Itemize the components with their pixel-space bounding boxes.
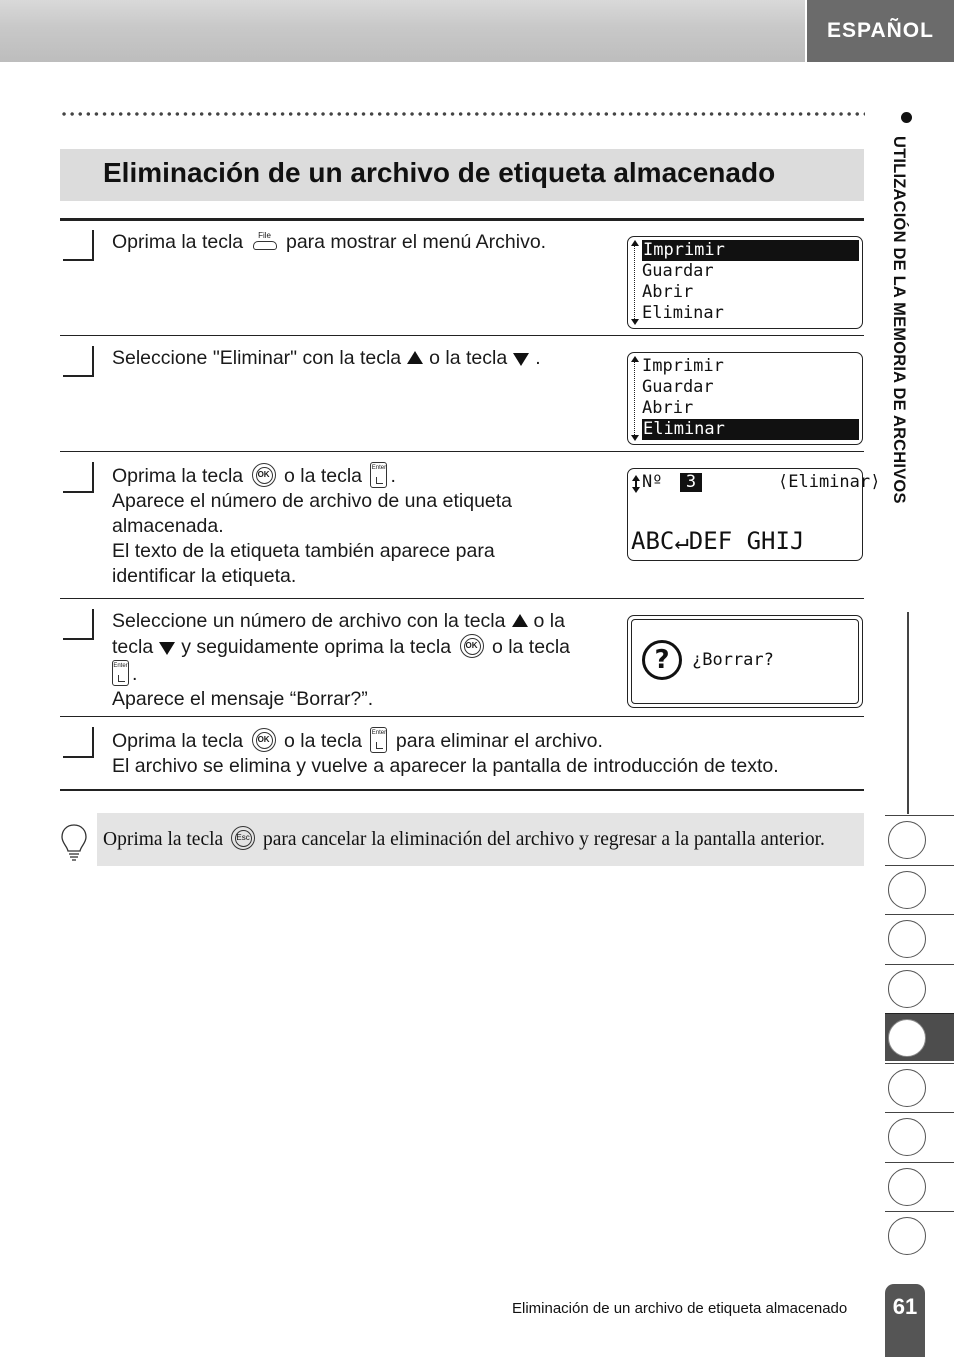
lcd-screen-file-menu [627, 236, 863, 329]
lcd-menu-item-selected: Eliminar [642, 419, 859, 440]
page-number: 61 [885, 1284, 925, 1357]
step-4 [60, 599, 864, 716]
lcd-screen-confirm-delete [627, 615, 863, 708]
step-2 [60, 336, 864, 451]
dotted-divider [60, 111, 865, 117]
footer-running-title: Eliminación de un archivo de etiqueta almacenado [512, 1300, 848, 1317]
step-3 [60, 452, 881, 598]
step-1 [60, 220, 864, 335]
file-key-icon: File [252, 231, 278, 251]
scroll-arrows-icon [631, 356, 639, 441]
step-number-box [63, 346, 94, 377]
lcd-menu-item: Guardar [642, 261, 714, 281]
ok-key-icon: OK [252, 463, 276, 487]
enter-key-icon: Enter [370, 462, 387, 488]
up-arrow-key-icon [407, 351, 423, 364]
chapter-tab[interactable] [885, 964, 954, 1012]
step-number-box [63, 609, 94, 640]
lcd-screen-file-number [627, 468, 881, 561]
sidebar-line [907, 612, 909, 814]
chapter-tab[interactable] [885, 914, 954, 962]
file-number-value: 3 [680, 473, 702, 492]
down-arrow-key-icon [513, 353, 529, 366]
chapter-tab-active[interactable] [885, 1013, 954, 1061]
updown-arrows-icon [632, 475, 640, 493]
down-arrow-key-icon [159, 642, 175, 655]
lcd-screen-delete-selected [627, 352, 863, 445]
step-1-text: Oprima la tecla File para mostrar el menú Archivo. [112, 231, 547, 253]
lcd-mode-label: ⟨Eliminar⟩ [778, 472, 881, 492]
tip-text: Oprima la tecla Esc para cancelar la eliminación del archivo y regresar a la pantalla anterior. [103, 826, 825, 851]
enter-key-icon: Enter [112, 660, 129, 686]
sidebar-chapter-title: UTILIZACIÓN DE LA MEMORIA DE ARCHIVOS [893, 112, 923, 612]
lcd-menu-item-selected: Imprimir [642, 240, 859, 261]
step-number-box [63, 462, 94, 493]
lcd-menu-item: Abrir [642, 398, 694, 418]
lcd-menu-item: Guardar [642, 377, 714, 397]
lcd-menu-item: Imprimir [642, 356, 724, 376]
confirm-message: ¿Borrar? [692, 650, 774, 670]
chapter-tab[interactable] [885, 1063, 954, 1111]
step-3-text: Oprima la tecla OK o la tecla Enter . Aparece el número de archivo de una etiqueta almacenada. El texto de la etiqueta también aparece para identificar la etiqueta. [112, 462, 512, 589]
step-4-text: Seleccione un número de archivo con la tecla o la tecla y seguidamente oprima la tecla OK o la tecla Enter . Aparece el mensaje “Borrar?”. [112, 610, 571, 710]
step-number-box [63, 727, 94, 758]
step-number-box [63, 230, 94, 261]
bullet-icon [901, 112, 912, 123]
chapter-tab[interactable] [885, 815, 954, 863]
chapter-tab[interactable] [885, 865, 954, 913]
chapter-tab[interactable] [885, 1211, 954, 1259]
step-5-text: Oprima la tecla OK o la tecla Enter para eliminar el archivo. El archivo se elimina y vuelve a aparecer la pantalla de introducción de texto. [112, 727, 779, 779]
up-arrow-key-icon [512, 614, 528, 627]
question-icon: ? [642, 640, 682, 680]
step-5 [60, 717, 864, 789]
section-title-bar [60, 149, 864, 201]
chapter-tab[interactable] [885, 1112, 954, 1160]
language-tab: ESPAÑOL [807, 0, 954, 62]
scroll-arrows-icon [631, 240, 639, 325]
lightbulb-icon [60, 823, 88, 863]
lcd-menu-item: Abrir [642, 282, 694, 302]
tip-note [97, 813, 864, 866]
header-band [0, 0, 805, 62]
file-number-label: Nº [642, 472, 663, 492]
page-title: Eliminación de un archivo de etiqueta almacenado [103, 157, 776, 188]
chapter-tab[interactable] [885, 1162, 954, 1210]
ok-key-icon: OK [460, 634, 484, 658]
lcd-menu-item: Eliminar [642, 303, 724, 323]
esc-key-icon: Esc [231, 826, 255, 850]
ok-key-icon: OK [252, 728, 276, 752]
label-text-preview: ABC↵DEF GHIJ [631, 527, 805, 555]
enter-key-icon: Enter [370, 727, 387, 753]
table-bottom-rule [60, 789, 864, 791]
step-2-text: Seleccione "Eliminar" con la tecla o la tecla . [112, 347, 541, 369]
